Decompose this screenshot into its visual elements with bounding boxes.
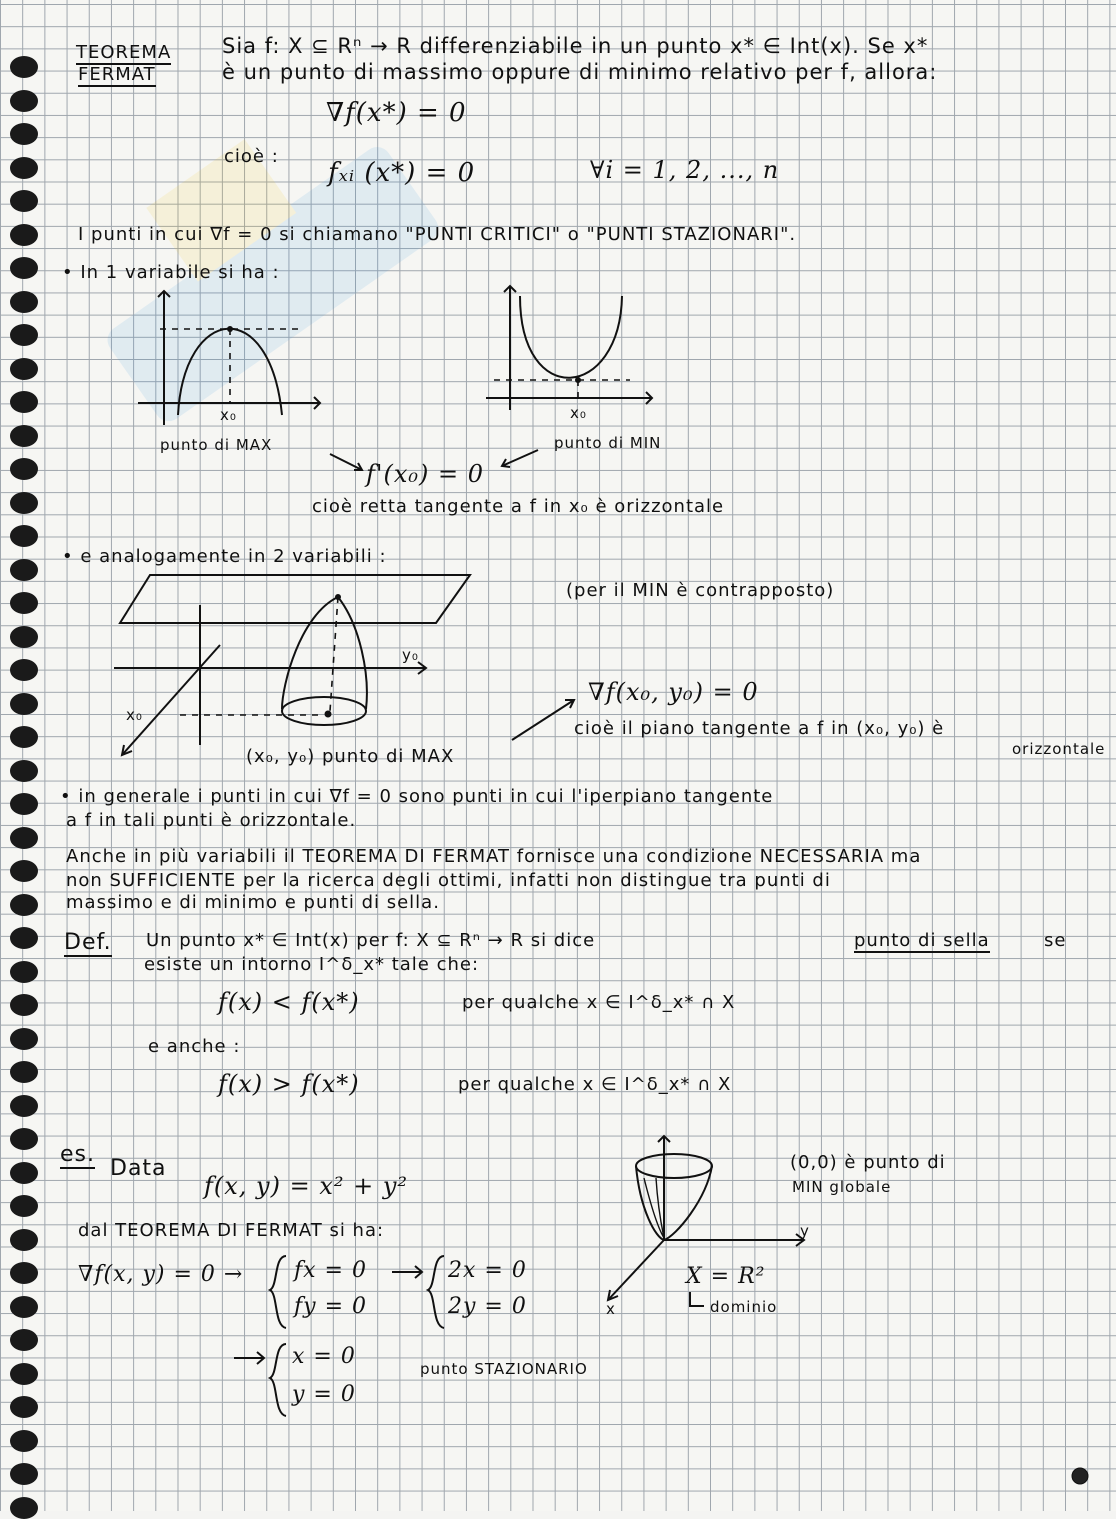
spiral-binding xyxy=(0,0,48,1511)
spiral-binding-hole-icon xyxy=(10,90,38,112)
domain-label: dominio xyxy=(710,1298,778,1316)
arrow-icon xyxy=(512,700,574,740)
brace-icon xyxy=(424,1252,448,1332)
system-equation: x = 0 xyxy=(292,1344,356,1369)
spiral-binding-hole-icon xyxy=(10,324,38,346)
arrow-icon xyxy=(502,450,538,466)
partial-formula: fₓᵢ (x*) = 0 xyxy=(328,158,476,188)
tangent-plane xyxy=(120,575,470,623)
spiral-binding-hole-icon xyxy=(10,994,38,1016)
inequality: f(x) < f(x*) xyxy=(218,988,360,1016)
spiral-binding-hole-icon xyxy=(10,1128,38,1150)
brace-icon xyxy=(266,1340,290,1420)
spiral-binding-hole-icon xyxy=(10,626,38,648)
and-label: e anche : xyxy=(148,1036,241,1057)
surface-curve xyxy=(282,597,367,709)
min-global-note: MIN globale xyxy=(792,1178,892,1196)
example-function: f(x, y) = x² + y² xyxy=(204,1172,409,1200)
spiral-binding-hole-icon xyxy=(10,1329,38,1351)
inequality-tail: per qualche x ∈ I^δ_x* ∩ X xyxy=(462,992,736,1013)
x-axis xyxy=(122,645,220,755)
spiral-binding-hole-icon xyxy=(10,391,38,413)
spiral-binding-hole-icon xyxy=(10,1363,38,1385)
spiral-binding-hole-icon xyxy=(10,1162,38,1184)
x0-label: x₀ xyxy=(126,706,143,724)
spiral-binding-hole-icon xyxy=(10,1497,38,1519)
min-global-note: (0,0) è punto di xyxy=(790,1152,946,1173)
spiral-binding-hole-icon xyxy=(10,1028,38,1050)
example-label: es. xyxy=(60,1142,95,1167)
max-point-label: punto di MAX xyxy=(160,436,273,454)
spiral-binding-hole-icon xyxy=(10,56,38,78)
spiral-binding-hole-icon xyxy=(10,827,38,849)
general-text: a f in tali punti è orizzontale. xyxy=(66,810,357,831)
brace-icon xyxy=(266,1252,290,1332)
system-equation: 2x = 0 xyxy=(448,1258,527,1283)
min-curve xyxy=(520,296,622,378)
spiral-binding-hole-icon xyxy=(10,726,38,748)
spiral-binding-hole-icon xyxy=(10,425,38,447)
arrow-icon xyxy=(390,1262,426,1282)
one-variable-explanation: cioè retta tangente a f in x₀ è orizzontale xyxy=(312,496,725,517)
spiral-binding-hole-icon xyxy=(10,123,38,145)
gradient-formula: ∇f(x*) = 0 xyxy=(326,98,467,128)
stationary-label: punto STAZIONARIO xyxy=(420,1360,588,1378)
inequality: f(x) > f(x*) xyxy=(218,1070,360,1098)
spiral-binding-hole-icon xyxy=(10,559,38,581)
spiral-binding-hole-icon xyxy=(10,492,38,514)
y0-label: y₀ xyxy=(402,646,419,664)
domain-equation: X = R² xyxy=(686,1264,766,1289)
spiral-binding-hole-icon xyxy=(10,224,38,246)
spiral-binding-hole-icon xyxy=(10,760,38,782)
definition-text: esiste un intorno I^δ_x* tale che: xyxy=(144,954,480,975)
paraboloid-rim xyxy=(636,1154,712,1178)
two-variables-heading: • e analogamente in 2 variabili : xyxy=(62,546,387,567)
note-text: massimo e di minimo e punti di sella. xyxy=(66,892,440,913)
spiral-binding-hole-icon xyxy=(10,1396,38,1418)
spiral-binding-hole-icon xyxy=(10,659,38,681)
gradient-equation: ∇f(x, y) = 0 → xyxy=(78,1262,244,1287)
theorem-statement: è un punto di massimo oppure di minimo relativo per f, allora: xyxy=(222,60,938,84)
system-equation: fy = 0 xyxy=(294,1294,367,1319)
arrow-icon xyxy=(686,1290,710,1314)
spiral-binding-hole-icon xyxy=(10,894,38,916)
definition-text: se xyxy=(1044,930,1067,951)
arrow-icon xyxy=(232,1348,268,1368)
spiral-binding-hole-icon xyxy=(10,1463,38,1485)
definition-label: Def. xyxy=(64,930,112,955)
x-axis xyxy=(608,1240,664,1300)
system-equation: fx = 0 xyxy=(294,1258,367,1283)
data-label: Data xyxy=(110,1156,167,1181)
spiral-binding-hole-icon xyxy=(10,358,38,380)
spiral-binding-hole-icon xyxy=(10,190,38,212)
spiral-binding-hole-icon xyxy=(10,1095,38,1117)
min-point xyxy=(575,377,581,383)
surface-3d-graph xyxy=(110,565,490,765)
note-text: Anche in più variabili il TEOREMA DI FERMAT fornisce una condizione NECESSARIA ma xyxy=(66,846,922,867)
corner-mark-icon xyxy=(1070,1466,1090,1486)
gradient-2var: ∇f(x₀, y₀) = 0 xyxy=(588,678,759,706)
min-note: (per il MIN è contrapposto) xyxy=(566,580,835,601)
theorem-statement: Sia f: X ⊆ Rⁿ → R differenziabile in un punto x* ∈ Int(x). Se x* xyxy=(222,34,929,58)
two-variables-explanation: orizzontale xyxy=(1012,740,1106,758)
spiral-binding-hole-icon xyxy=(10,961,38,983)
note-text: non SUFFICIENTE per la ricerca degli ottimi, infatti non distingue tra punti di xyxy=(66,870,831,891)
from-theorem-text: dal TEOREMA DI FERMAT si ha: xyxy=(78,1220,385,1241)
theorem-label: TEOREMA xyxy=(76,42,172,63)
x0-label: x₀ xyxy=(570,404,587,422)
spiral-binding-hole-icon xyxy=(10,458,38,480)
point-label: (x₀, y₀) punto di MAX xyxy=(246,746,455,767)
surface-top xyxy=(335,594,341,600)
spiral-binding-hole-icon xyxy=(10,1262,38,1284)
system-equation: y = 0 xyxy=(292,1382,356,1407)
spiral-binding-hole-icon xyxy=(10,693,38,715)
axis-label-x: x xyxy=(606,1300,616,1318)
saddle-point-term: punto di sella xyxy=(854,930,990,951)
general-text: • in generale i punti in cui ∇f = 0 sono punti in cui l'iperpiano tangente xyxy=(60,786,774,807)
for-all-formula: ∀i = 1, 2, ..., n xyxy=(590,156,780,184)
axis-label-y: y xyxy=(800,1222,810,1240)
x0-label: x₀ xyxy=(220,406,237,424)
min-point-label: punto di MIN xyxy=(554,434,662,452)
surface-base xyxy=(282,697,366,725)
definition-text: Un punto x* ∈ Int(x) per f: X ⊆ Rⁿ → R si dice xyxy=(146,930,596,951)
spiral-binding-hole-icon xyxy=(10,1296,38,1318)
spiral-binding-hole-icon xyxy=(10,793,38,815)
theorem-label: FERMAT xyxy=(78,64,156,85)
two-variables-explanation: cioè il piano tangente a f in (x₀, y₀) è xyxy=(574,718,945,739)
cioe-label: cioè : xyxy=(224,146,279,167)
spiral-binding-hole-icon xyxy=(10,157,38,179)
derivative-formula: f'(x₀) = 0 xyxy=(366,460,484,488)
arrow-icon xyxy=(330,454,362,470)
spiral-binding-hole-icon xyxy=(10,291,38,313)
min-graph xyxy=(480,280,670,420)
max-point-3d xyxy=(325,711,332,718)
one-variable-heading: • In 1 variabile si ha : xyxy=(62,262,280,283)
spiral-binding-hole-icon xyxy=(10,1195,38,1217)
spiral-binding-hole-icon xyxy=(10,1430,38,1452)
guide-line xyxy=(330,597,338,711)
spiral-binding-hole-icon xyxy=(10,1229,38,1251)
spiral-binding-hole-icon xyxy=(10,592,38,614)
spiral-binding-hole-icon xyxy=(10,525,38,547)
spiral-binding-hole-icon xyxy=(10,927,38,949)
system-equation: 2y = 0 xyxy=(448,1294,527,1319)
spiral-binding-hole-icon xyxy=(10,1061,38,1083)
max-point xyxy=(227,326,233,332)
inequality-tail: per qualche x ∈ I^δ_x* ∩ X xyxy=(458,1074,732,1095)
spiral-binding-hole-icon xyxy=(10,257,38,279)
critical-points-text: I punti in cui ∇f = 0 si chiamano "PUNTI CRITICI" o "PUNTI STAZIONARI". xyxy=(78,224,797,245)
spiral-binding-hole-icon xyxy=(10,860,38,882)
